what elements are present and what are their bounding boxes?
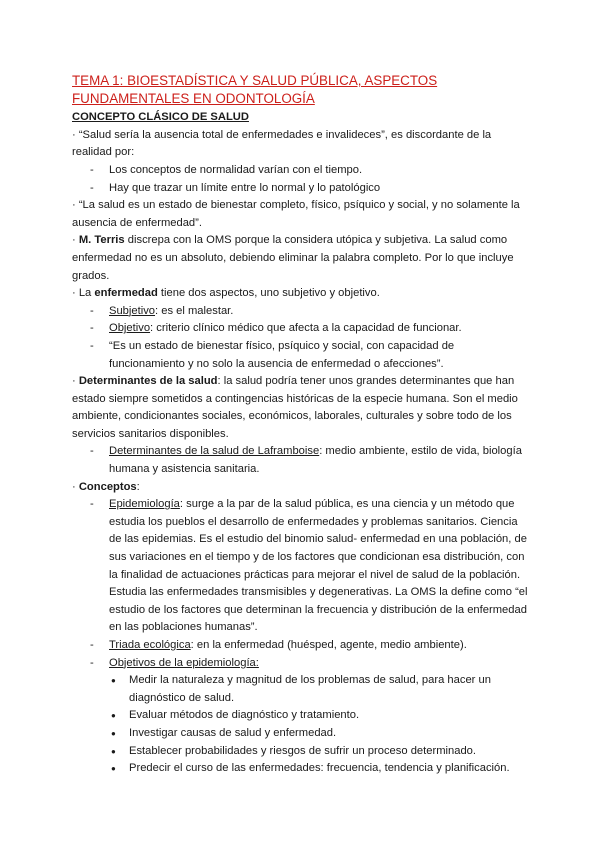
bold-term: Conceptos <box>78 480 137 493</box>
paragraph-oms-definition: · “La salud es un estado de bienestar completo, físico, psíquico y social, y no solamente la ausencia de enfermedad”. <box>72 199 520 229</box>
paragraph-text: discrepa con la OMS porque la considera utópica y subjetiva. La salud como enfermedad no es un absoluto, debiendo eliminar la palabra completo. Por lo que incluye grados. <box>72 234 514 282</box>
bullet-item: ● Medir la naturaleza y magnitud de los problemas de salud, para hacer un diagnóstico de salud. <box>72 672 528 707</box>
list-item-text: : criterio clínico médico que afecta a la capacidad de funcionar. <box>150 322 462 335</box>
list-item <box>72 496 528 637</box>
paragraph-salud-definition: · “Salud sería la ausencia total de enfermedades e invalideces”, es discordante de la realidad por: <box>72 128 492 159</box>
bullet-prefix: · <box>72 234 79 247</box>
paragraph-terris <box>72 232 528 285</box>
underlined-term: Epidemiología <box>109 498 180 511</box>
paragraph-conceptos <box>72 479 528 497</box>
paragraph-text: : <box>136 480 140 493</box>
bullet-prefix: · <box>72 375 79 388</box>
bullet-prefix: · <box>72 480 79 493</box>
list-item <box>72 320 528 338</box>
list-item <box>72 443 528 478</box>
list-item: - Hay que trazar un límite entre lo normal y lo patológico <box>72 180 528 198</box>
underlined-term: Objetivos de la epidemiología: <box>109 656 259 669</box>
dash-list-conceptos <box>72 496 528 778</box>
dash-list-determinantes <box>72 443 528 478</box>
list-item-text: : medio ambiente, estilo de vida, biología humana y asistencia sanitaria. <box>109 445 522 476</box>
paragraph-text: : la salud podría tener unos grandes determinantes que han estado siempre sometidos a contingencias históricas de la especie humana. Son el medio ambiente, condicionantes sociales, económicos, laborales, culturales y sobre todo de los servicios sanitarios disponibles. <box>72 375 518 440</box>
document-title: TEMA 1: BIOESTADÍSTICA Y SALUD PÚBLICA, ASPECTOS FUNDAMENTALES EN ODONTOLOGÍA <box>72 73 438 106</box>
paragraph-determinantes <box>72 373 528 443</box>
bold-term: Determinantes de la salud <box>78 375 218 388</box>
list-item-text: “Es un estado de bienestar físico, psíquico y social, con capacidad de funcionamiento y no solo la ausencia de enfermedad o afecciones”. <box>109 339 455 370</box>
bullet-item: ● Predecir el curso de las enfermedades: frecuencia, tendencia y planificación. <box>72 760 528 778</box>
bullet-item: ● Investigar causas de salud y enfermedad. <box>72 725 528 743</box>
dash-list-enfermedad <box>72 303 528 373</box>
list-item <box>72 338 528 373</box>
list-item-text: : en la enfermedad (huésped, agente, medio ambiente). <box>190 639 467 651</box>
paragraph-text: tiene dos aspectos, uno subjetivo y objetivo. <box>157 287 380 300</box>
paragraph-enfermedad <box>72 285 528 303</box>
bullet-item: ● Establecer probabilidades y riesgos de sufrir un proceso determinado. <box>72 743 528 761</box>
bold-term: enfermedad <box>94 287 158 300</box>
list-item <box>72 303 528 321</box>
underlined-term: Triada ecológica <box>109 639 191 651</box>
section-heading: CONCEPTO CLÁSICO DE SALUD <box>72 111 249 124</box>
bullet-item: ● Evaluar métodos de diagnóstico y tratamiento. <box>72 707 528 725</box>
underlined-term: Objetivo <box>109 322 151 335</box>
bold-term: M. Terris <box>78 234 125 247</box>
underlined-term: Determinantes de la salud de Laframboise <box>109 445 320 458</box>
list-item: - Los conceptos de normalidad varían con el tiempo. <box>72 162 528 180</box>
list-item-text: : es el malestar. <box>155 304 234 317</box>
dash-list-salud <box>72 162 528 197</box>
bullet-prefix: · La <box>72 287 95 300</box>
underlined-term: Subjetivo <box>109 304 156 317</box>
bullet-list-objetivos <box>72 672 528 778</box>
list-item <box>72 655 528 778</box>
list-item <box>72 637 528 655</box>
list-item-text: : surge a la par de la salud pública, es una ciencia y un método que estudia los pueblos el desarrollo de enfermedades y problemas sanitarios. Ciencia de las epidemias. Es el estudio del binomio salud- enfermedad en una población, de sus variaciones en el tiempo y de los factores que condicionan esa distribución, con la finalidad de actuaciones prácticas para mejorar el nivel de salud de la población. Estudia las enfermedades transmisibles y degenerativas. La OMS la define como “el estudio de los factores que determinan la frecuencia y distribución de la enfermedad en las poblaciones humanas”. <box>109 498 528 634</box>
